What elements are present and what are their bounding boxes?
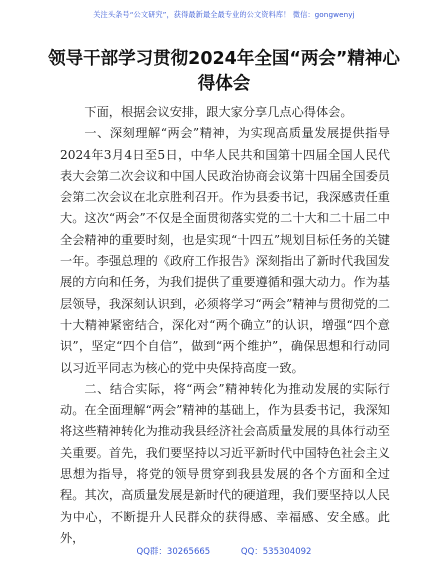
footer-qq-group: QQ群：30265665	[136, 547, 211, 557]
document-title: 领导干部学习贯彻2024年全国“两会”精神心得体会	[48, 49, 400, 94]
paragraph-section-two: 二、结合实际，将“两会”精神转化为推动发展的实际行动。在全面理解“两会”精神的基础上，作为县委书记，我深知将这些精神转化为推动我县经济社会高质量发展的具体行动至关重要。首先，我们要坚持以习近平新时代中国特色社会主义思想为指导，将党的领导贯穿到我县发展的各个方面和全过程。其次，高质量发展是新时代的硬道理，我们要坚持以人民为中心，不断提升人民群众的获得感、幸福感、安全感。此外，	[60, 381, 390, 545]
header-promo-note: 关注头条号“公文研究”，获得最新最全最专业的公文资料库！ 微信：gongwenyj	[93, 10, 355, 19]
document-body	[60, 102, 390, 549]
paragraph-intro: 下面，根据会议安排，跟大家分享几点心得体会。	[84, 105, 353, 119]
paragraph-section-one: 一、深刻理解“两会”精神，为实现高质量发展提供指导2024年3月4日至5日，中华人民共和国第十四届全国人民代表大会第二次会议和中国人民政治协商会议第十四届全国委员会第二次会议在北京胜利召开。作为县委书记，我深感责任重大。这次“两会”不仅是全面贯彻落实党的二十大和二十届二中全会精神的重要时刻，也是实现“十四五”规划目标任务的关键一年。李强总理的《政府工作报告》深刻指出了新时代我国发展的方向和任务，为我们提供了重要遵循和强大动力。作为基层领导，我深刻认识到，必须将学习“两会”精神与贯彻党的二十大精神紧密结合，深化对“两个确立”的认识，增强“四个意识”，坚定“四个自信”，做到“两个维护”，确保思想和行动同以习近平同志为核心的党中央保持高度一致。	[60, 126, 390, 375]
footer-contact	[0, 545, 448, 557]
footer-qq: QQ：535304092	[240, 547, 312, 557]
